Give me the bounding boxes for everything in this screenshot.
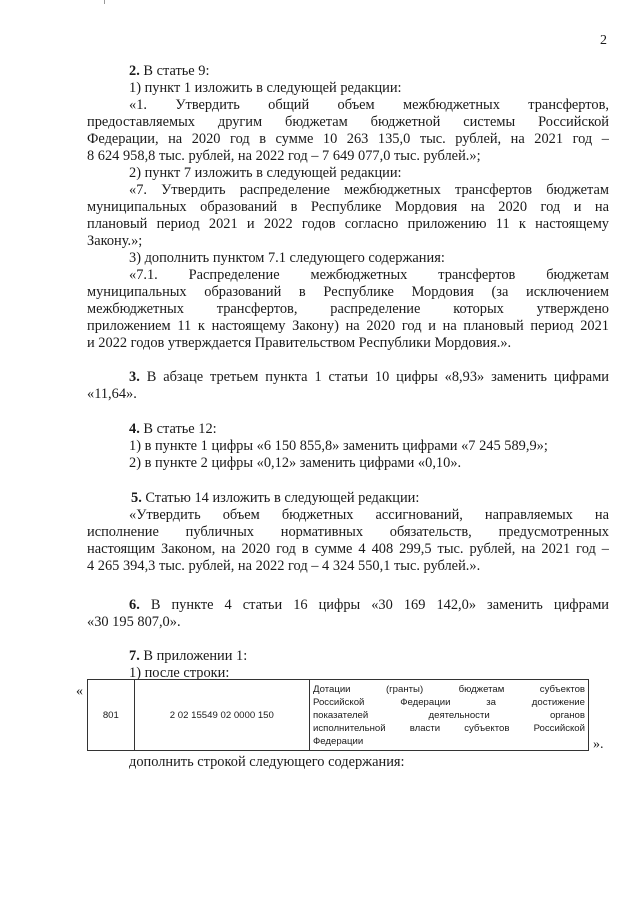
- table-row: [88, 680, 589, 751]
- section-7-heading-text: В приложении 1:: [139, 648, 248, 664]
- item-name-cell: [309, 680, 588, 751]
- section-5-quote-line: 4 265 394,3 тыс. рублей, на 2022 год – 4 324 550,1 тыс. рублей.».: [87, 558, 481, 574]
- item-name-line: Дотации (гранты) бюджетам субъектов: [312, 683, 585, 695]
- section-2-quote-3-line: межбюджетных трансфертов, распределение которых утверждено: [87, 301, 609, 317]
- section-2-quote-2-line: «7. Утвердить распределение межбюджетных трансфертов бюджетам: [129, 182, 609, 198]
- section-2-quote-1-line: предоставляемых другим бюджетам бюджетной системы Российской: [87, 114, 609, 130]
- section-6-text: В пункте 4 статьи 16 цифры «30 169 142,0» заменить цифрами: [139, 597, 609, 613]
- section-7-point-1: 1) после строки:: [129, 665, 230, 681]
- section-2-point-2: 2) пункт 7 изложить в следующей редакции:: [129, 165, 402, 181]
- section-2-quote-2-line: Закону.»;: [87, 233, 143, 249]
- section-2-quote-3-line: «7.1. Распределение межбюджетных трансфертов бюджетам: [129, 267, 609, 283]
- section-2-quote-3-line: и 2022 годов утверждается Правительством Республики Мордовия.».: [87, 335, 512, 351]
- section-7-number: 7.: [129, 648, 140, 664]
- section-3-text: В абзаце третьем пункта 1 статьи 10 цифры «8,93» заменить цифрами: [139, 369, 609, 385]
- item-name-line: Российской Федерации за достижение: [312, 696, 585, 708]
- section-7-point-2: дополнить строкой следующего содержания:: [129, 754, 405, 770]
- section-5-quote-line: настоящим Законом, на 2020 год в сумме 4 408 299,5 тыс. рублей, на 2021 год –: [87, 541, 609, 557]
- section-6-line: [129, 597, 609, 614]
- section-3-line: [129, 369, 609, 386]
- table-close-quote: ».: [593, 737, 604, 752]
- budget-table: [87, 679, 589, 751]
- admin-code-cell: 801: [88, 680, 135, 751]
- section-6-number: 6.: [129, 597, 140, 613]
- section-2-quote-2-line: плановый период 2021 и 2022 годов согласно приложению 11 к настоящему: [87, 216, 609, 232]
- section-5-heading-text: Статью 14 изложить в следующей редакции:: [141, 490, 420, 506]
- item-name-line: Федерации: [312, 735, 364, 747]
- item-name-line: показателей деятельности органов: [312, 709, 585, 721]
- section-2-quote-2-line: муниципальных образований в Республике Мордовия на 2020 год и на: [87, 199, 609, 215]
- section-5-number: 5.: [131, 490, 142, 506]
- section-5-quote-line: «Утвердить объем бюджетных ассигнований, направляемых на: [129, 507, 609, 523]
- section-4-point-1: 1) в пункте 1 цифры «6 150 855,8» заменить цифрами «7 245 589,9»;: [129, 438, 548, 454]
- page-number: 2: [600, 33, 607, 48]
- section-3-number: 3.: [129, 369, 140, 385]
- section-2-heading: [129, 63, 210, 80]
- section-2-heading-text: В статье 9:: [139, 63, 210, 79]
- table-open-quote: «: [76, 684, 83, 699]
- section-2-quote-1-line: Федерации, на 2020 год в сумме 10 263 135,0 тыс. рублей, на 2021 год –: [87, 131, 609, 147]
- section-3-line: «11,64».: [87, 386, 137, 402]
- section-5-quote-line: исполнение публичных нормативных обязательств, предусмотренных: [87, 524, 609, 540]
- section-5-heading: [131, 490, 419, 507]
- section-2-quote-1-line: «1. Утвердить общий объем межбюджетных трансфертов,: [129, 97, 609, 113]
- scan-mark: [104, 0, 105, 4]
- section-7-heading: [129, 648, 247, 665]
- section-4-heading-text: В статье 12:: [139, 421, 217, 437]
- section-4-heading: [129, 421, 217, 438]
- budget-code-cell: 2 02 15549 02 0000 150: [134, 680, 309, 751]
- section-4-number: 4.: [129, 421, 140, 437]
- section-2-quote-3-line: муниципальных образований в Республике Мордовия (за исключением: [87, 284, 609, 300]
- item-name-line: исполнительной власти субъектов Российской: [312, 722, 585, 734]
- section-2-point-1: 1) пункт 1 изложить в следующей редакции:: [129, 80, 402, 96]
- section-4-point-2: 2) в пункте 2 цифры «0,12» заменить цифрами «0,10».: [129, 455, 462, 471]
- section-2-point-3: 3) дополнить пунктом 7.1 следующего содержания:: [129, 250, 445, 266]
- section-2-quote-3-line: приложением 11 к настоящему Закону) на 2020 год и на плановый период 2021: [87, 318, 609, 334]
- section-2-quote-1-line: 8 624 958,8 тыс. рублей, на 2022 год – 7 649 077,0 тыс. рублей.»;: [87, 148, 481, 164]
- section-6-line: «30 195 807,0».: [87, 614, 181, 630]
- section-2-number: 2.: [129, 63, 140, 79]
